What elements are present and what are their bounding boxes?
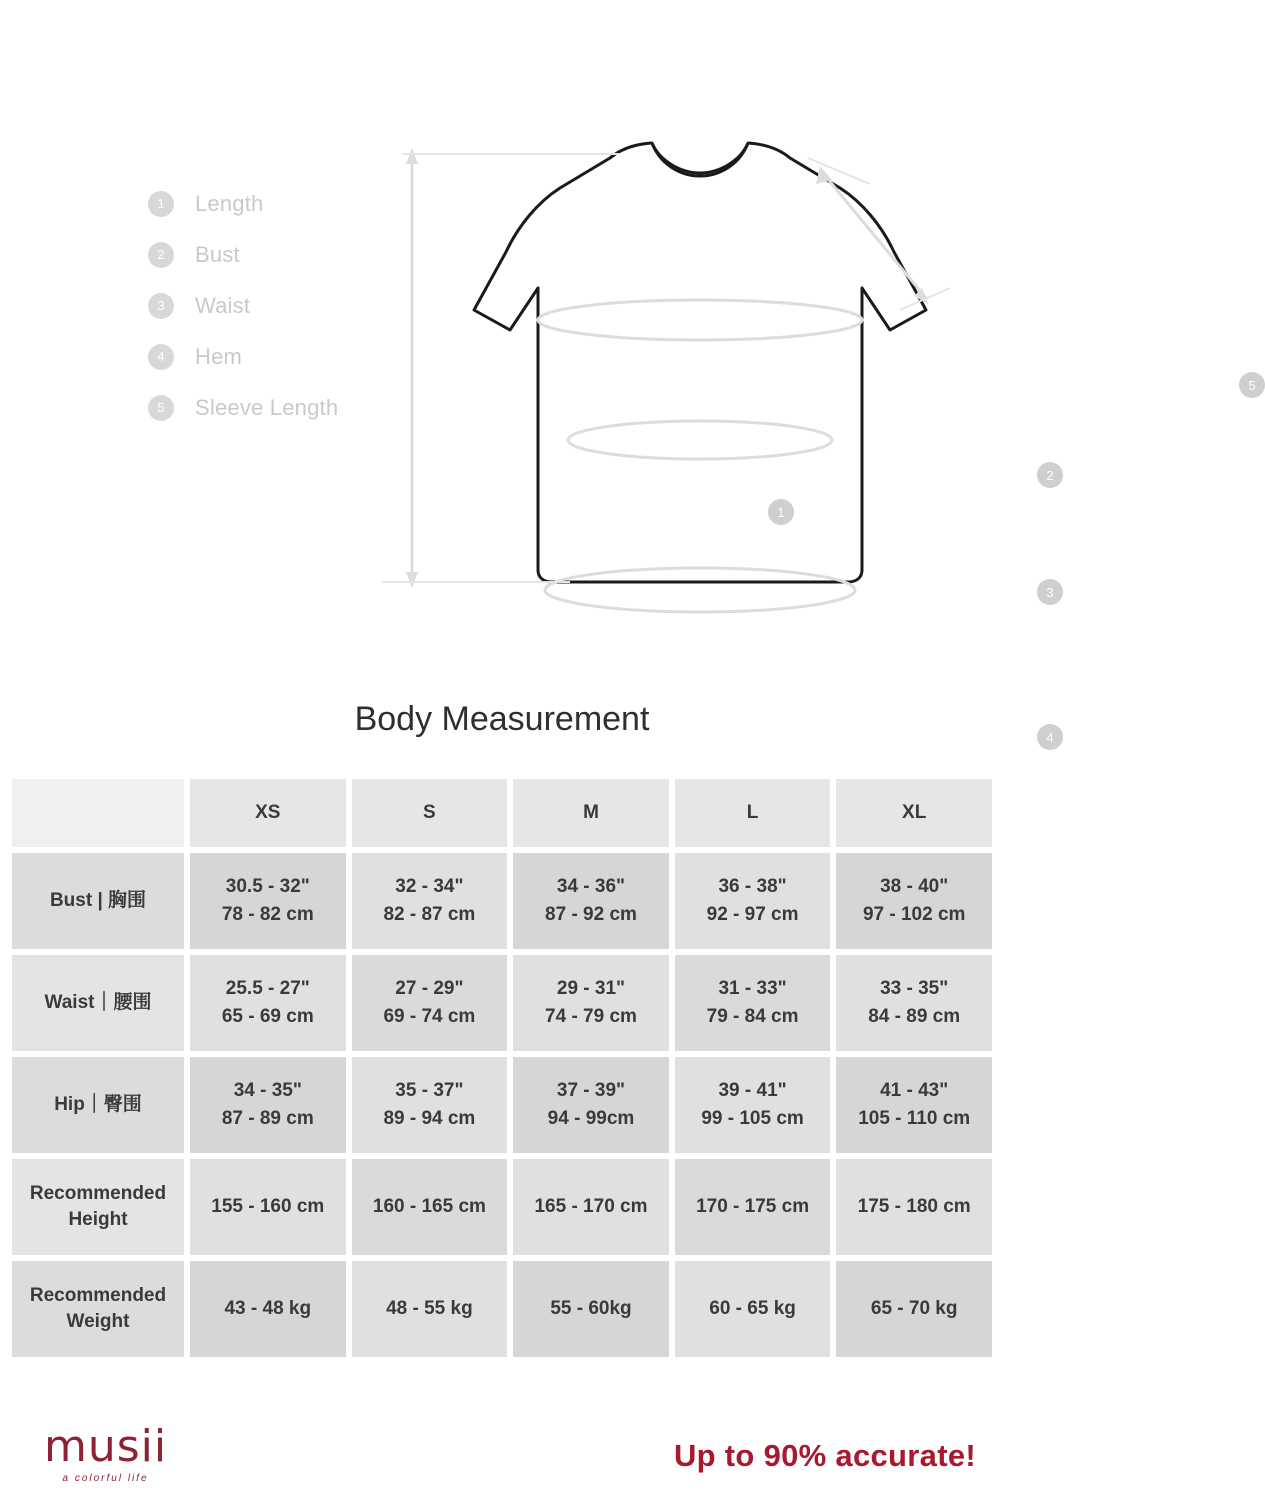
value-cm: 99 - 105 cm [701,1108,804,1129]
cell-height-xs [190,1159,346,1255]
value-primary: 170 - 175 cm [696,1196,810,1218]
cell-height-xl [836,1159,992,1255]
column-header-m: M [513,779,669,847]
row-header-recommended-weight: Recommended Weight [12,1261,184,1357]
value-primary: 48 - 55 kg [386,1298,473,1320]
value-inch: 25.5 - 27" [225,978,310,1000]
brand-name: musii [44,1421,168,1472]
table-row [12,1261,992,1357]
value-cm: 92 - 97 cm [706,904,799,925]
cell-weight-s [352,1261,508,1357]
legend-label-bust: Bust [195,241,240,267]
cell-weight-xs [190,1261,346,1357]
legend-badge-3: 3 [148,293,174,319]
value-cm: 105 - 110 cm [858,1108,971,1129]
value-inch: 36 - 38" [718,876,787,898]
legend-label-waist: Waist [195,292,251,318]
table-row [12,1057,992,1153]
value-cm: 89 - 94 cm [383,1108,476,1129]
value-primary: 160 - 165 cm [372,1196,486,1218]
legend-item-sleeve-length [148,382,408,433]
shirt-body-path [474,143,926,582]
column-header-s: S [352,779,508,847]
legend-item-bust [148,229,408,280]
cell-bust-xl [836,853,992,949]
cell-bust-m [513,853,669,949]
table-corner-cell [12,779,184,847]
value-cm: 78 - 82 cm [221,904,314,925]
value-cm: 87 - 89 cm [221,1108,314,1129]
value-primary: 43 - 48 kg [224,1298,312,1320]
value-cm: 84 - 89 cm [868,1006,961,1027]
cell-waist-s [352,955,508,1051]
cell-hip-xs [190,1057,346,1153]
cell-waist-xs [190,955,346,1051]
legend-label-length: Length [195,190,264,216]
length-arrow-head-top [406,148,418,164]
value-primary: 175 - 180 cm [857,1196,971,1218]
column-header-xs: XS [190,779,346,847]
value-primary: 155 - 160 cm [211,1196,325,1218]
value-inch: 39 - 41" [718,1080,787,1102]
cell-waist-xl [836,955,992,1051]
cell-height-m [513,1159,669,1255]
cell-hip-xl [836,1057,992,1153]
cell-waist-m [513,955,669,1051]
value-inch: 41 - 43" [880,1080,949,1102]
value-inch: 34 - 36" [556,876,626,898]
value-inch: 29 - 31" [556,978,626,1000]
cell-bust-s [352,853,508,949]
row-header-recommended-height: Recommended Height [12,1159,184,1255]
legend-badge-5: 5 [148,395,174,421]
row-header-bust: Bust | 胸围 [12,853,184,949]
cell-height-l [675,1159,831,1255]
value-cm: 79 - 84 cm [706,1006,799,1027]
cell-weight-xl [836,1261,992,1357]
legend-item-waist [148,280,408,331]
value-primary: 65 - 70 kg [870,1298,958,1320]
marker-hem: 4 [1037,724,1063,750]
cell-weight-l [675,1261,831,1357]
cell-bust-xs [190,853,346,949]
legend-badge-2: 2 [148,242,174,268]
legend-badge-1: 1 [148,191,174,217]
value-cm: 94 - 99cm [547,1108,635,1129]
marker-sleeve-length: 5 [1239,372,1265,398]
legend-item-length [148,178,408,229]
value-cm: 69 - 74 cm [383,1006,476,1027]
table-header-row [12,779,992,847]
table-row [12,853,992,949]
value-primary: 165 - 170 cm [534,1196,648,1218]
value-inch: 34 - 35" [233,1080,302,1102]
row-header-hip: Hip｜臀围 [12,1057,184,1153]
marker-length: 1 [768,499,794,525]
value-inch: 38 - 40" [880,876,949,898]
value-cm: 65 - 69 cm [221,1006,314,1027]
value-primary: 60 - 65 kg [709,1298,796,1320]
value-inch: 32 - 34" [395,876,464,898]
value-cm: 82 - 87 cm [383,904,476,925]
value-inch: 27 - 29" [395,978,464,1000]
value-inch: 31 - 33" [718,978,787,1000]
value-inch: 37 - 39" [556,1080,626,1102]
table-row [12,1159,992,1255]
value-cm: 87 - 92 cm [545,904,637,925]
footer [0,1404,1004,1500]
column-header-l: L [675,779,831,847]
legend-label-hem: Hem [195,343,243,369]
value-cm: 97 - 102 cm [862,904,966,925]
length-arrow-head-bottom [406,572,418,588]
column-header-xl: XL [836,779,992,847]
brand-logo [44,1421,168,1484]
diagram-legend [148,178,408,433]
cell-height-s [352,1159,508,1255]
cell-hip-m [513,1057,669,1153]
legend-label-sleeve-length: Sleeve Length [195,394,339,420]
legend-badge-4: 4 [148,344,174,370]
size-chart-table [6,773,998,1363]
table-row [12,955,992,1051]
page-title: Body Measurement [354,700,650,738]
cell-bust-l [675,853,831,949]
accuracy-callout: Up to 90% accurate! [673,1438,976,1473]
value-inch: 30.5 - 32" [225,876,310,898]
value-primary: 55 - 60kg [550,1298,632,1320]
cell-weight-m [513,1261,669,1357]
cell-hip-l [675,1057,831,1153]
row-header-waist: Waist｜腰围 [12,955,184,1051]
cell-hip-s [352,1057,508,1153]
marker-bust: 2 [1037,462,1063,488]
brand-tagline: a colorful life [62,1473,149,1484]
value-inch: 33 - 35" [880,978,949,1000]
tshirt-svg [370,140,970,640]
value-cm: 74 - 79 cm [545,1006,637,1027]
value-inch: 35 - 37" [395,1080,464,1102]
marker-waist: 3 [1037,579,1063,605]
legend-item-hem [148,331,408,382]
cell-waist-l [675,955,831,1051]
